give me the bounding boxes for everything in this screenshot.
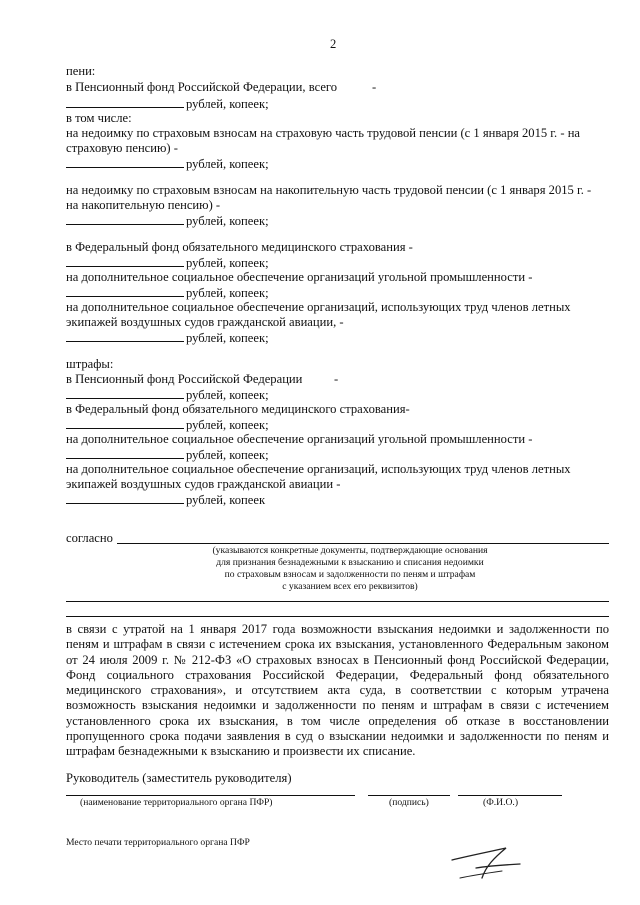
amount-blank: [66, 255, 184, 267]
amount-unit: рублей, копеек;: [186, 214, 269, 228]
amount-blank: [66, 285, 184, 297]
peni-aviation-line1: на дополнительное социальное обеспечение организаций, использующих труд членов летных: [66, 300, 571, 314]
peni-aviation-amount-line: [66, 330, 269, 346]
peni-pfr-dash: -: [372, 80, 377, 94]
peni-aviation-line2: экипажей воздушных судов гражданской авиации, -: [66, 315, 344, 329]
fines-aviation-line1: на дополнительное социальное обеспечение организаций, использующих труд членов летных: [66, 462, 571, 476]
amount-unit: рублей, копеек: [186, 493, 266, 507]
amount-blank: [66, 447, 184, 459]
amount-unit: рублей, копеек;: [186, 286, 269, 300]
peni-including: в том числе:: [66, 111, 132, 125]
amount-blank: [66, 492, 184, 504]
peni-pfr-amount-line: [66, 96, 269, 112]
fines-ffoms-amount-line: [66, 417, 269, 433]
stamp-label: Место печати территориального органа ПФР: [66, 837, 250, 848]
peni-insurance-line2: страховую пенсию) -: [66, 141, 178, 155]
amount-blank: [66, 330, 184, 342]
peni-ffoms-amount-line: [66, 255, 269, 271]
head-label: Руководитель (заместитель руководителя): [66, 771, 292, 785]
amount-unit: рублей, копеек;: [186, 418, 269, 432]
fines-pfr-amount-line: [66, 387, 269, 403]
amount-blank: [66, 213, 184, 225]
amount-unit: рублей, копеек;: [186, 97, 269, 111]
sign-caption: (подпись): [389, 797, 429, 808]
amount-unit: рублей, копеек;: [186, 448, 269, 462]
fines-pfr: в Пенсионный фонд Российской Федерации: [66, 372, 303, 386]
peni-pfr-total: в Пенсионный фонд Российской Федерации, всего: [66, 80, 338, 94]
amount-blank: [66, 96, 184, 108]
according-fill-line-3: [66, 616, 609, 617]
peni-heading: пени:: [66, 64, 96, 78]
org-fill-line: [66, 795, 355, 796]
body-paragraph: в связи с утратой на 1 января 2017 года возможности взыскания недоимки и задолженности по пеням и штрафам в связи с истечением срока их взыскания, установленного Федеральным законом от 24 июля 2009 г. № 212-ФЗ «О страховых взносах в Пенсионный фонд Российской Федерации, Фонд социального страхования Российской Федерации, Федеральный фонд обязательного медицинского страхования», и отсутствием акта суда, в соответствии с которым утрачена возможность взыскания недоимки и задолженности по пеням и штрафам в связи с истечением установленного срока их взыскания, в том числе определения об отказе в восстановлении пропущенного срока подачи заявления в суд о взыскании недоимки и задолженности по пеням и штрафам безнадежными к взысканию и произвести их списание.: [66, 622, 609, 759]
name-caption: (Ф.И.О.): [483, 797, 519, 808]
according-fill-line: [117, 543, 609, 544]
sign-fill-line: [368, 795, 450, 796]
page-number: 2: [330, 37, 337, 51]
amount-unit: рублей, копеек;: [186, 331, 269, 345]
according-note-line2: для признания безнадежными к взысканию и списания недоимки: [216, 557, 484, 568]
according-note-line1: (указываются конкретные документы, подтверждающие основания: [212, 545, 488, 556]
amount-blank: [66, 417, 184, 429]
peni-ffoms: в Федеральный фонд обязательного медицинского страхования -: [66, 240, 413, 254]
amount-blank: [66, 156, 184, 168]
amount-unit: рублей, копеек;: [186, 157, 269, 171]
peni-coal: на дополнительное социальное обеспечение организаций угольной промышленности -: [66, 270, 533, 284]
name-fill-line: [458, 795, 562, 796]
according-note-line4: с указанием всех его реквизитов): [282, 581, 418, 592]
peni-funded-line2: на накопительную пенсию) -: [66, 198, 221, 212]
peni-funded-line1: на недоимку по страховым взносам на накопительную часть трудовой пенсии (с 1 января 2015 г. -: [66, 183, 592, 197]
amount-unit: рублей, копеек;: [186, 388, 269, 402]
according-fill-line-2: [66, 601, 609, 602]
fines-ffoms: в Федеральный фонд обязательного медицинского страхования-: [66, 402, 410, 416]
peni-insurance-amount-line: [66, 156, 269, 172]
org-caption: (наименование территориального органа ПФР): [80, 797, 273, 808]
handwritten-signature: [448, 838, 528, 886]
fines-aviation-line2: экипажей воздушных судов гражданской авиации -: [66, 477, 341, 491]
fines-aviation-amount-line: [66, 492, 265, 508]
fines-coal-amount-line: [66, 447, 269, 463]
fines-pfr-dash: -: [334, 372, 339, 386]
peni-insurance-line1: на недоимку по страховым взносам на страховую часть трудовой пенсии (с 1 января 2015 г. - на: [66, 126, 581, 140]
peni-funded-amount-line: [66, 213, 269, 229]
according-note-line3: по страховым взносам и задолженности по пеням и штрафам: [224, 569, 476, 580]
peni-coal-amount-line: [66, 285, 269, 301]
amount-blank: [66, 387, 184, 399]
fines-coal: на дополнительное социальное обеспечение организаций угольной промышленности -: [66, 432, 533, 446]
amount-unit: рублей, копеек;: [186, 256, 269, 270]
fines-heading: штрафы:: [66, 357, 114, 371]
according-label: согласно: [66, 531, 113, 545]
